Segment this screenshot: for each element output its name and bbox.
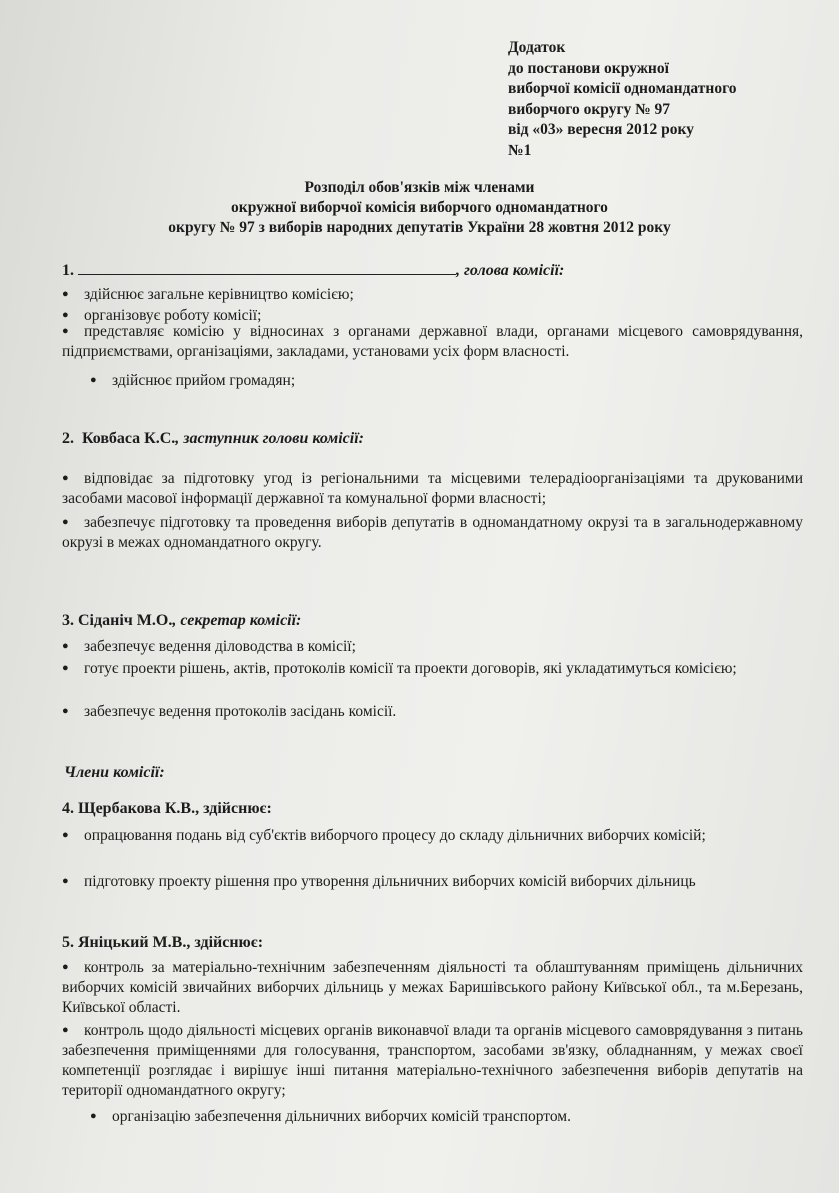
section-name: Яніцький М.В. bbox=[78, 934, 187, 951]
header-line: №1 bbox=[508, 141, 532, 159]
name-blank-line bbox=[78, 259, 456, 275]
bullet-icon: ● bbox=[62, 640, 69, 652]
list-item: ● здійснює прийом громадян; bbox=[90, 372, 296, 389]
section-role: , здійснює: bbox=[186, 934, 264, 951]
header-line: виборчої комісії одномандатного bbox=[508, 80, 737, 97]
section-number: 4. bbox=[62, 800, 74, 817]
list-item: ● контроль щодо діяльності місцевих органів виконавчої влади та органів місцевого самоврядування з питань забезпечення приміщеннями для голосування, транспортом, засобами зв'язку, обладнанням, у межах своєї компетенції розглядає і вирішує інші питання матеріально-технічного забезпечення виборів депутатів на території одномандатного округу; bbox=[62, 1022, 803, 1099]
section-1-heading bbox=[62, 259, 564, 280]
list-item: ● опрацювання подань від суб'єктів виборчого процесу до складу дільничних виборчих комісій; bbox=[62, 827, 706, 844]
bullet-icon: ● bbox=[90, 1110, 97, 1122]
appendix-header bbox=[508, 38, 736, 161]
bullet-icon: ● bbox=[62, 516, 69, 528]
bullet-icon: ● bbox=[62, 705, 69, 717]
bullet-icon: ● bbox=[62, 662, 69, 674]
title-line: Розподіл обов'язків між членами bbox=[304, 179, 535, 196]
list-item: ● підготовку проекту рішення про утворення дільничних виборчих комісій виборчих дільниць bbox=[62, 873, 696, 890]
list-item: ● готує проекти рішень, актів, протоколів комісії та проекти договорів, які укладатимуться комісією; bbox=[62, 660, 737, 677]
section-number: 2. bbox=[62, 430, 74, 447]
bullet-icon: ● bbox=[62, 829, 69, 841]
section-number: 3. bbox=[62, 612, 74, 629]
section-role: , заступник голови комісії: bbox=[175, 430, 364, 447]
list-item: ● організовує роботу комісії; bbox=[62, 307, 262, 324]
header-line: від «03» вересня 2012 року bbox=[508, 121, 694, 138]
bullet-icon: ● bbox=[62, 875, 69, 887]
list-item: ● представляє комісію у відносинах з органами державної влади, органами місцевого самоврядування, підприємствами, організаціями, закладами, установами усіх форм власності. bbox=[62, 323, 803, 360]
members-heading: Члени комісії: bbox=[64, 764, 165, 781]
section-name: Щербакова К.В. bbox=[78, 800, 196, 817]
list-item: ● контроль за матеріально-технічним забезпеченням діяльності та облаштуванням приміщень дільничних виборчих комісій звичайних виборчих дільниць у межах Баришівського району Київської обл., та м.Березань, Київської області. bbox=[62, 959, 803, 1016]
section-number: 1. bbox=[62, 262, 74, 279]
document-title bbox=[0, 178, 839, 238]
section-3-heading bbox=[62, 612, 301, 630]
title-line: окружної виборчої комісія виборчого одномандатного bbox=[231, 199, 608, 216]
title-line: округу № 97 з виборів народних депутатів України 28 жовтня 2012 року bbox=[168, 219, 671, 236]
bullet-icon: ● bbox=[62, 1024, 69, 1036]
list-item: ● забезпечує ведення протоколів засідань комісії. bbox=[62, 703, 397, 720]
list-item: ● забезпечує підготовку та проведення виборів депутатів в одномандатному окрузі та в загальнодержавному окрузі в межах одномандатного округу. bbox=[62, 514, 803, 551]
bullet-icon: ● bbox=[62, 288, 69, 300]
bullet-icon: ● bbox=[62, 325, 69, 337]
section-name: Ковбаса К.С. bbox=[82, 430, 176, 447]
header-line: виборчого округу № 97 bbox=[508, 100, 671, 118]
list-item: ● відповідає за підготовку угод із регіональними та місцевими телерадіоорганізаціями та друкованими засобами масової інформації державної та комунальної форми власності; bbox=[62, 470, 803, 507]
list-item: ● здійснює загальне керівництво комісією; bbox=[62, 286, 354, 303]
header-line: до постанови окружної bbox=[508, 59, 669, 77]
bullet-icon: ● bbox=[62, 309, 69, 321]
section-4-heading bbox=[62, 800, 272, 818]
section-role: , здійснює: bbox=[195, 800, 272, 817]
bullet-icon: ● bbox=[62, 961, 69, 973]
bullet-icon: ● bbox=[90, 374, 97, 386]
section-2-heading bbox=[62, 430, 364, 448]
list-item: ● організацію забезпечення дільничних виборчих комісій транспортом. bbox=[90, 1108, 571, 1125]
section-role: , голова комісії: bbox=[456, 262, 565, 279]
list-item: ● забезпечує ведення діловодства в комісії; bbox=[62, 638, 356, 655]
section-name: Сіданіч М.О. bbox=[78, 612, 173, 629]
section-5-heading bbox=[62, 934, 263, 952]
section-role: , секретар комісії: bbox=[172, 612, 302, 629]
section-number: 5. bbox=[62, 934, 74, 951]
header-line: Додаток bbox=[508, 39, 566, 56]
bullet-icon: ● bbox=[62, 472, 69, 484]
